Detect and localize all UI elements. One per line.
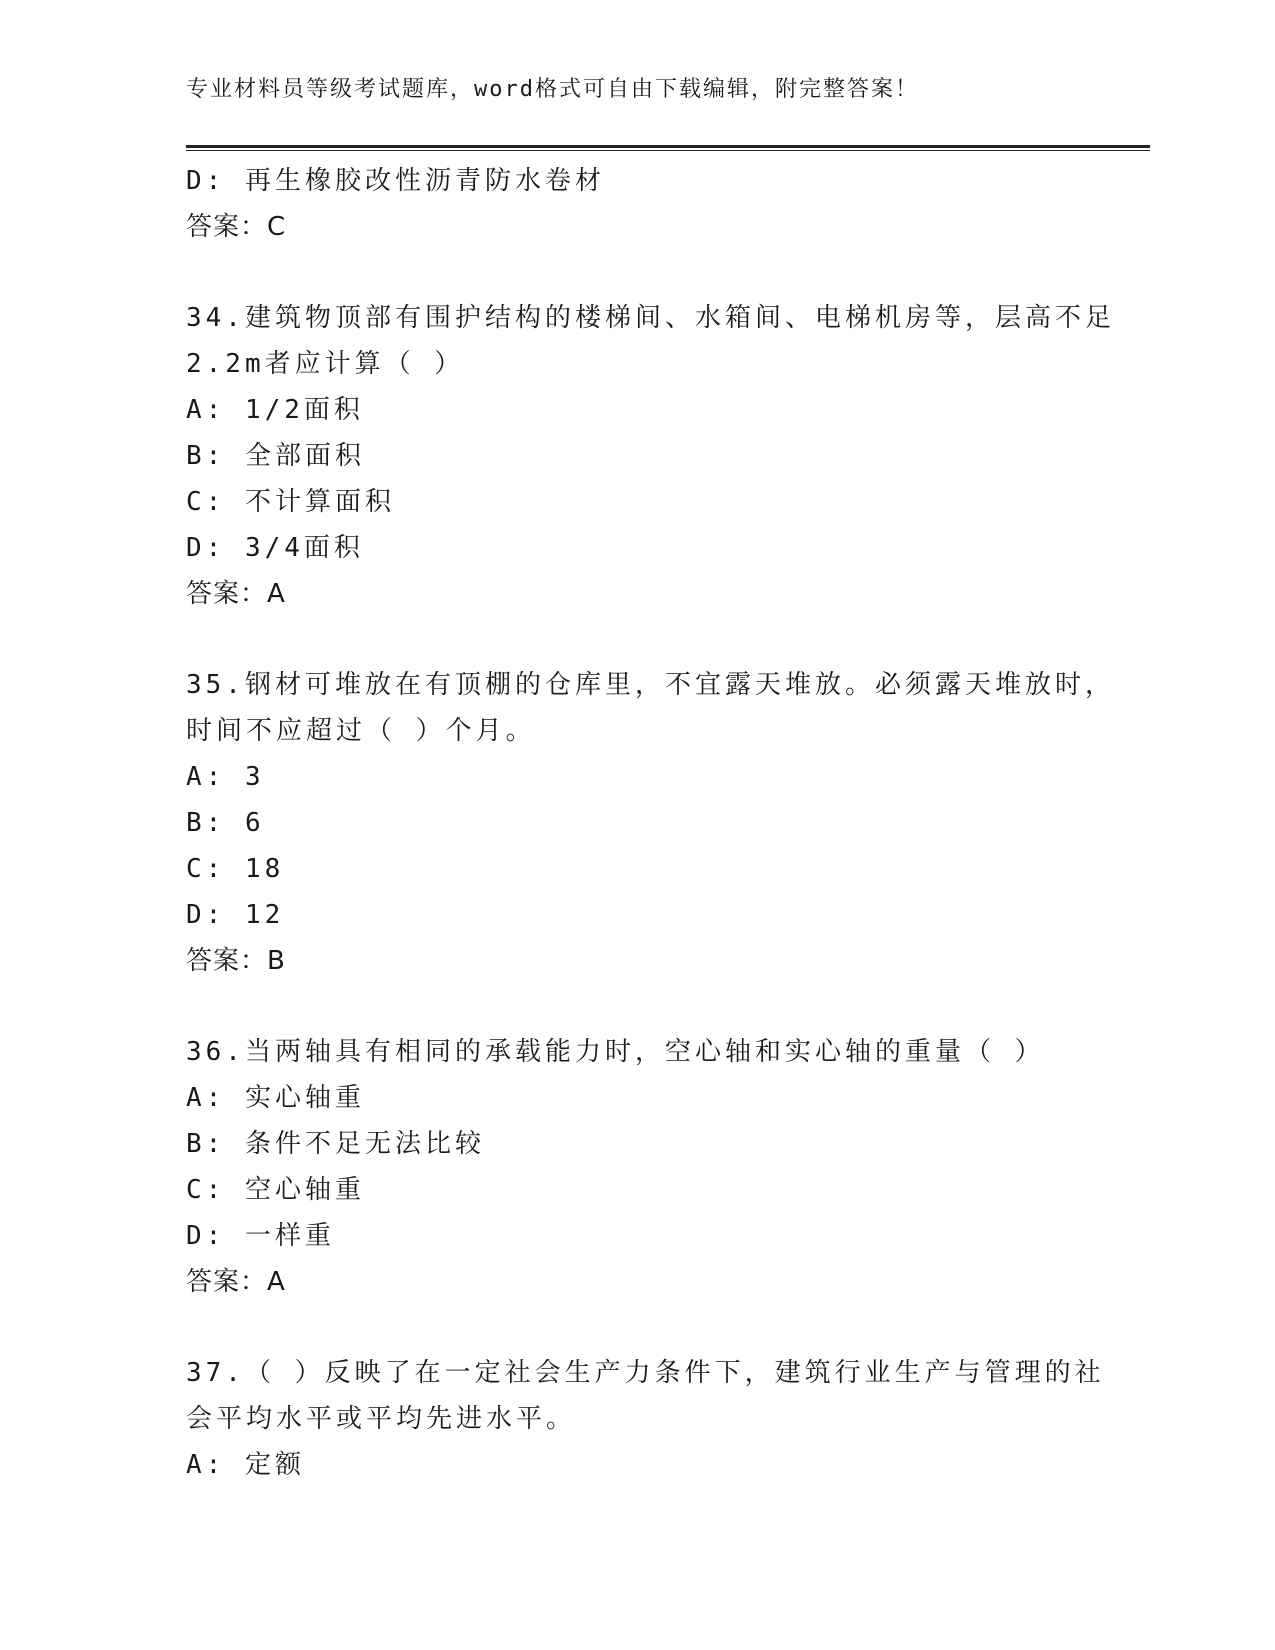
option-a: A: 3 <box>186 762 265 792</box>
answer: 答案：C <box>186 212 287 242</box>
question-stem: 35.钢材可堆放在有顶棚的仓库里，不宜露天堆放。必须露天堆放时， <box>186 670 1115 700</box>
question-37 <box>186 1350 1105 1488</box>
question-stem: 时间不应超过（ ）个月。 <box>186 716 536 746</box>
option-b: B: 6 <box>186 808 265 838</box>
question-stem: 34.建筑物顶部有围护结构的楼梯间、水箱间、电梯机房等，层高不足 <box>186 303 1115 333</box>
option-c: C: 18 <box>186 854 285 884</box>
option-a: A: 实心轴重 <box>186 1083 365 1113</box>
question-stem: 36.当两轴具有相同的承载能力时，空心轴和实心轴的重量（ ） <box>186 1037 1045 1067</box>
option-a: A: 1/2面积 <box>186 395 364 425</box>
question-36 <box>186 1029 1086 1305</box>
question-stem: 会平均水平或平均先进水平。 <box>186 1404 577 1434</box>
header-divider-thin <box>186 150 1150 151</box>
option-c: C: 不计算面积 <box>186 487 395 517</box>
answer: 答案：A <box>186 1267 286 1297</box>
option-d: D: 一样重 <box>186 1221 335 1251</box>
option-d: D: 3/4面积 <box>186 533 364 563</box>
question-35 <box>186 662 1115 984</box>
option-b: B: 全部面积 <box>186 441 365 471</box>
option-d: D: 12 <box>186 900 285 930</box>
answer: 答案：B <box>186 946 286 976</box>
option-c: C: 空心轴重 <box>186 1175 365 1205</box>
option-a: A: 定额 <box>186 1450 305 1480</box>
question-stem: 37.（ ）反映了在一定社会生产力条件下，建筑行业生产与管理的社 <box>186 1358 1105 1388</box>
question-list <box>186 158 1115 1488</box>
option-d: D: 再生橡胶改性沥青防水卷材 <box>186 166 605 196</box>
page-header: 专业材料员等级考试题库，word格式可自由下载编辑，附完整答案！ <box>186 77 919 102</box>
question-stem: 2.2m者应计算（ ） <box>186 349 465 379</box>
answer: 答案：A <box>186 579 286 609</box>
option-b: B: 条件不足无法比较 <box>186 1129 485 1159</box>
question-34 <box>186 295 1115 617</box>
header-divider-thick <box>186 145 1150 148</box>
